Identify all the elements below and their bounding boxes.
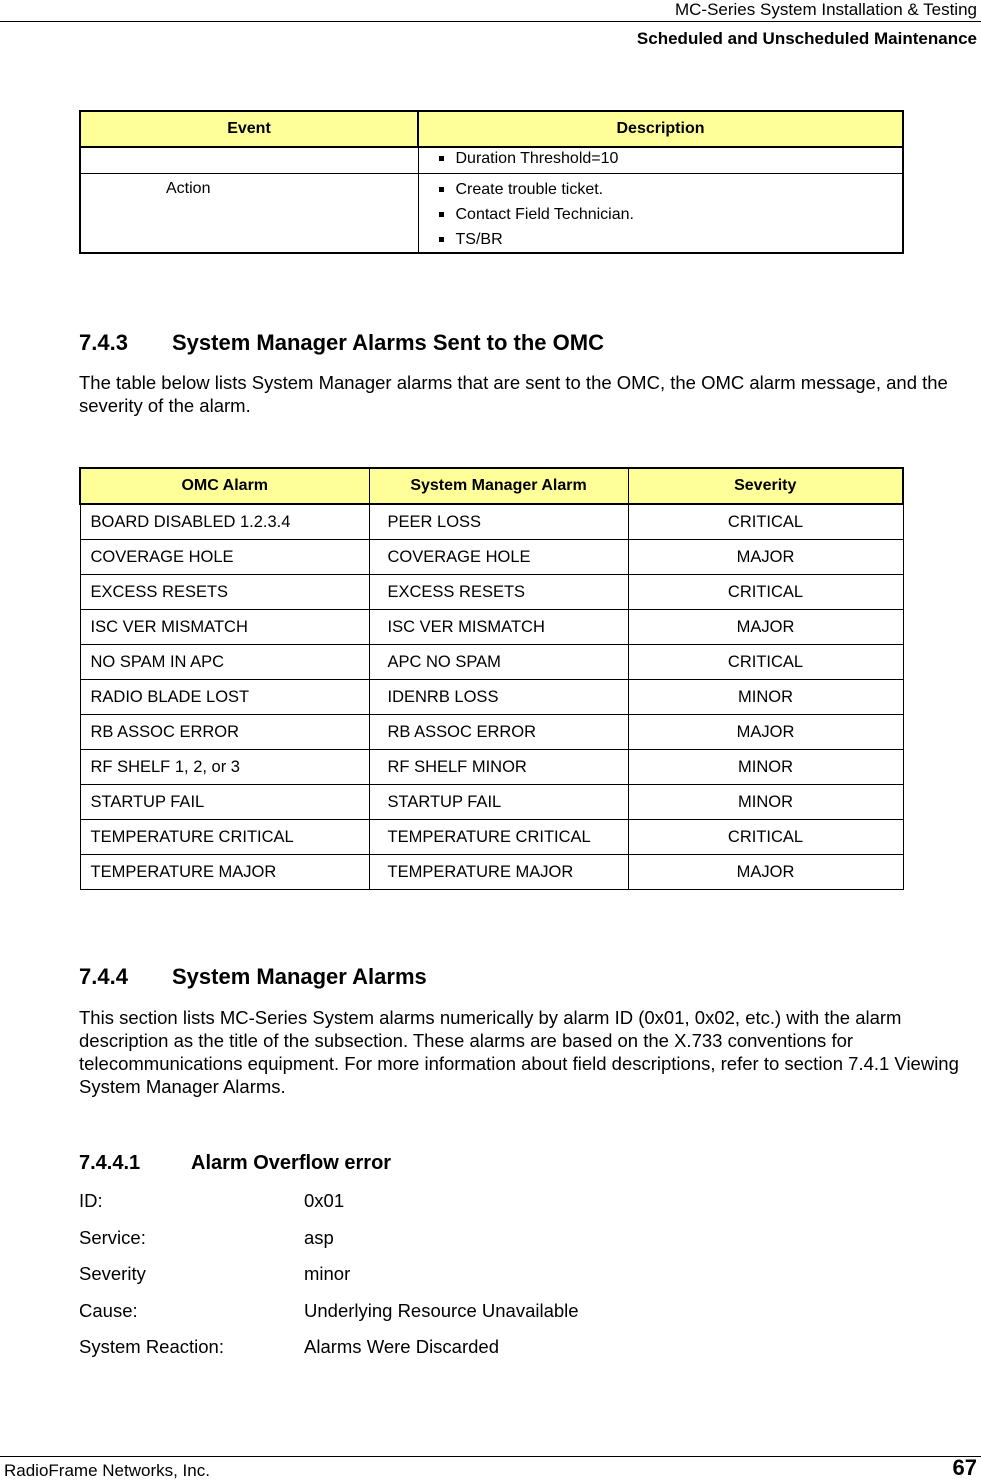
- column-header-description: Description: [418, 111, 903, 147]
- omc-alarm-cell: RF SHELF 1, 2, or 3: [80, 750, 369, 785]
- table-row: [80, 610, 903, 645]
- table-row: [80, 645, 903, 680]
- severity-cell: MAJOR: [628, 610, 903, 645]
- subsection-title: Alarm Overflow error: [191, 1152, 392, 1174]
- omc-alarm-cell: ISC VER MISMATCH: [80, 610, 369, 645]
- severity-cell: CRITICAL: [628, 645, 903, 680]
- field-label: System Reaction:: [79, 1336, 224, 1357]
- subsection-heading-7-4-4-1: [79, 1152, 391, 1175]
- header-section-title: Scheduled and Unscheduled Maintenance: [636, 29, 977, 48]
- severity-cell: MAJOR: [628, 540, 903, 575]
- section-body-7-4-3: The table below lists System Manager alarms that are sent to the OMC, the OMC alarm message, and the severity of the alarm.: [79, 372, 948, 416]
- system-manager-alarm-cell: COVERAGE HOLE: [369, 540, 628, 575]
- omc-alarm-cell: RB ASSOC ERROR: [80, 715, 369, 750]
- severity-cell: CRITICAL: [628, 820, 903, 855]
- omc-alarm-cell: NO SPAM IN APC: [80, 645, 369, 680]
- system-manager-alarm-cell: TEMPERATURE CRITICAL: [369, 820, 628, 855]
- table-header-row: [80, 111, 903, 147]
- severity-cell: MAJOR: [628, 715, 903, 750]
- footer-company: RadioFrame Networks, Inc.: [4, 1461, 210, 1480]
- subsection-number: 7.4.4.1: [79, 1152, 141, 1174]
- table-row: [80, 820, 903, 855]
- system-manager-alarm-cell: IDENRB LOSS: [369, 680, 628, 715]
- event-cell: [80, 147, 418, 174]
- severity-cell: MINOR: [628, 680, 903, 715]
- table-row: [80, 715, 903, 750]
- section-number: 7.4.4: [79, 964, 128, 989]
- omc-alarm-cell: BOARD DISABLED 1.2.3.4: [80, 504, 369, 540]
- field-label: ID:: [79, 1190, 103, 1211]
- field-value: minor: [304, 1263, 351, 1284]
- table-row: [80, 855, 903, 890]
- severity-cell: CRITICAL: [628, 504, 903, 540]
- table-row: [80, 785, 903, 820]
- field-row-service: [79, 1227, 334, 1249]
- section-body-7-4-4: This section lists MC-Series System alarms numerically by alarm ID (0x01, 0x02, etc.) with the alarm description as the title of the subsection. These alarms are based on the X.733 conventions for telecommunications equipment. For more information about field descriptions, refer to section 7.4.1 Viewing System Manager Alarms.: [79, 1007, 959, 1097]
- event-label: Action: [166, 180, 211, 197]
- omc-alarm-cell: TEMPERATURE CRITICAL: [80, 820, 369, 855]
- system-manager-alarm-cell: APC NO SPAM: [369, 645, 628, 680]
- section-title: System Manager Alarms: [172, 964, 427, 989]
- column-header-severity: Severity: [628, 468, 903, 504]
- list-item: TS/BR: [439, 227, 903, 252]
- column-header-system-manager-alarm: System Manager Alarm: [369, 468, 628, 504]
- field-label: Severity: [79, 1263, 146, 1284]
- event-description-table: [79, 110, 904, 254]
- page-number: 67: [952, 1455, 977, 1480]
- system-manager-alarm-cell: RB ASSOC ERROR: [369, 715, 628, 750]
- column-header-event: Event: [80, 111, 418, 147]
- field-label: Service:: [79, 1227, 146, 1248]
- section-title: System Manager Alarms Sent to the OMC: [172, 330, 604, 355]
- system-manager-alarm-cell: TEMPERATURE MAJOR: [369, 855, 628, 890]
- field-value: 0x01: [304, 1190, 345, 1211]
- field-row-severity: [79, 1263, 350, 1285]
- severity-cell: MINOR: [628, 750, 903, 785]
- table-header-row: [80, 468, 903, 504]
- system-manager-alarm-cell: ISC VER MISMATCH: [369, 610, 628, 645]
- column-header-omc-alarm: OMC Alarm: [80, 468, 369, 504]
- omc-alarm-cell: EXCESS RESETS: [80, 575, 369, 610]
- severity-cell: MAJOR: [628, 855, 903, 890]
- omc-alarm-cell: STARTUP FAIL: [80, 785, 369, 820]
- field-value: Alarms Were Discarded: [304, 1336, 499, 1357]
- table-row: [80, 750, 903, 785]
- system-manager-alarm-cell: EXCESS RESETS: [369, 575, 628, 610]
- table-row: [80, 147, 903, 174]
- field-value: asp: [304, 1227, 334, 1248]
- list-item: Duration Threshold=10: [439, 148, 903, 170]
- field-row-id: [79, 1190, 344, 1212]
- section-number: 7.4.3: [79, 330, 128, 355]
- omc-alarm-cell: COVERAGE HOLE: [80, 540, 369, 575]
- list-item: Contact Field Technician.: [439, 202, 903, 227]
- severity-cell: MINOR: [628, 785, 903, 820]
- field-row-system-reaction: [79, 1336, 499, 1358]
- list-item: Create trouble ticket.: [439, 177, 903, 202]
- field-value: Underlying Resource Unavailable: [304, 1300, 579, 1321]
- field-row-cause: [79, 1300, 579, 1322]
- event-cell: [80, 174, 418, 254]
- header-rule: [0, 21, 981, 22]
- description-cell: [418, 174, 903, 254]
- field-label: Cause:: [79, 1300, 138, 1321]
- footer-rule: [0, 1456, 981, 1457]
- section-heading-7-4-3: [79, 330, 604, 356]
- section-heading-7-4-4: [79, 964, 427, 990]
- omc-alarm-cell: RADIO BLADE LOST: [80, 680, 369, 715]
- system-manager-alarm-cell: STARTUP FAIL: [369, 785, 628, 820]
- table-row: [80, 174, 903, 254]
- table-row: [80, 540, 903, 575]
- severity-cell: CRITICAL: [628, 575, 903, 610]
- table-row: [80, 575, 903, 610]
- table-row: [80, 680, 903, 715]
- system-manager-alarm-cell: RF SHELF MINOR: [369, 750, 628, 785]
- omc-alarm-cell: TEMPERATURE MAJOR: [80, 855, 369, 890]
- table-row: [80, 504, 903, 540]
- omc-alarm-table: [79, 467, 904, 890]
- description-cell: [418, 147, 903, 174]
- header-doc-title: MC-Series System Installation & Testing: [674, 0, 977, 19]
- system-manager-alarm-cell: PEER LOSS: [369, 504, 628, 540]
